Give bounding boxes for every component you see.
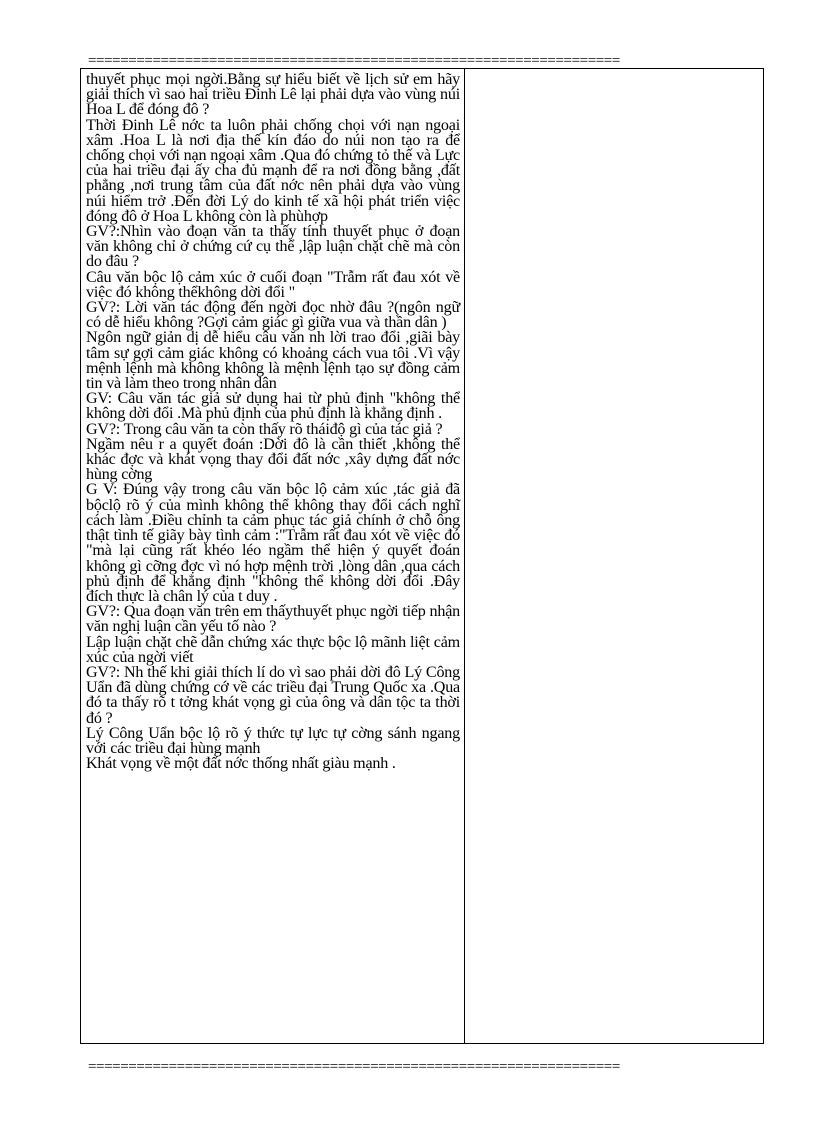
paragraph: GV?: Qua đoạn văn trên em thấythuyết phục ngời tiếp nhận văn nghị luận cần yếu tố nào ? [86, 603, 460, 636]
notes-column [465, 69, 763, 1043]
footer-rule: ================================================================== [88, 1060, 620, 1074]
paragraph: Lập luận chặt chẽ dẫn chứng xác thực bộc lộ mãnh liệt cảm xúc của ngời viết [86, 633, 460, 666]
paragraph: Ngôn ngữ giản dị dễ hiểu câu văn nh lời trao đổi ,giãi bày tâm sự gợi cảm giác không có khoảng cách vua tôi .Vì vậy mệnh lệnh mà không không là mệnh lệnh tạo sự đồng cảm tin và làm theo trong nhân dân [86, 329, 460, 393]
paragraph: G V: Đúng vậy trong câu văn bộc lộ cảm xúc ,tác giả đã bộclộ rõ ý của mình không thể không thay đổi cách nghĩ cách làm .Điều chỉnh ta cảm phục tác giả chính ở chỗ ông thật tình tế giãy bày tình cảm :"Trẫm rất đau xót về việc đó "mà lại cũng rất khéo léo ngầm thể hiện ý quyết đoán không gì cỡng đợc vì nó hợp mệnh trời ,lòng dân ,qua cách phủ định để khẳng định "không thể không dời đổi .Đây đích thực là chân lý của t duy . [86, 481, 460, 605]
paragraph: thuyết phục mọi ngời.Bằng sự hiểu biết về lịch sử em hãy giải thích vì sao hai triều Đinh Lê lại phải dựa vào vùng núi Hoa L để đóng đô ? [86, 71, 460, 119]
paragraph: Khát vọng về một đất nớc thống nhất giàu mạnh . [86, 755, 396, 773]
paragraph: Thời Đinh Lê nớc ta luôn phải chống chọi với nạn ngoại xâm .Hoa L là nơi địa thế kín đáo do núi non tạo ra để chống chọi với nạn ngoại xâm .Qua đó chứng tỏ thế và Lực của hai triều đại ấy cha đủ mạnh để ra nơi đồng bằng ,đất phẳng ,nơi trung tâm của đất nớc nên phải dựa vào vùng núi hiểm trở .Đến đời Lý do kinh tế xã hội phát triển việc đóng đô ở Hoa L không còn là phùhợp [86, 116, 460, 225]
lesson-table [80, 68, 764, 1044]
paragraph: GV?:Nhìn vào đoạn văn ta thấy tính thuyết phục ở đoạn văn không chỉ ở chứng cứ cụ thể ,lập luận chặt chẽ mà còn do đâu ? [86, 223, 460, 271]
paragraph: GV?: Trong câu văn ta còn thấy rõ tháiđộ gì của tác giả ? [86, 420, 443, 438]
paragraph: Ngầm nêu r a quyết đoán :Dời đô là cần thiết ,không thể khác đợc và khát vọng thay đổi đất nớc ,xây dựng đất nớc hùng cờng [86, 435, 460, 484]
paragraph: Câu văn bộc lộ cảm xúc ở cuối đoạn "Trẫm rất đau xót về việc đó không thểkhông dời đổi " [86, 268, 460, 301]
teaching-content-column [81, 69, 465, 1043]
paragraph: GV?: Lời văn tác động đến ngời đọc nhờ đâu ?(ngôn ngữ có dễ hiểu không ?Gợi cảm giác gì giữa vua và thần dân ) [86, 299, 460, 332]
header-rule: ================================================================== [88, 54, 620, 68]
paragraph: GV: Câu văn tác giả sử dụng hai từ phủ định "không thể không dời đổi .Mà phủ định của phủ định là khẳng định . [86, 390, 460, 423]
paragraph: GV?: Nh thế khi giải thích lí do vì sao phải dời đô Lý Công Uẩn đã dùng chứng cớ về các triều đại Trung Quốc xa .Qua đó ta thấy rõ t tởng khát vọng gì của ông và dân tộc ta thời đó ? [86, 663, 460, 727]
paragraph: Lý Công Uẩn bộc lộ rõ ý thức tự lực tự cờng sánh ngang với các triều đại hùng mạnh [86, 724, 460, 757]
